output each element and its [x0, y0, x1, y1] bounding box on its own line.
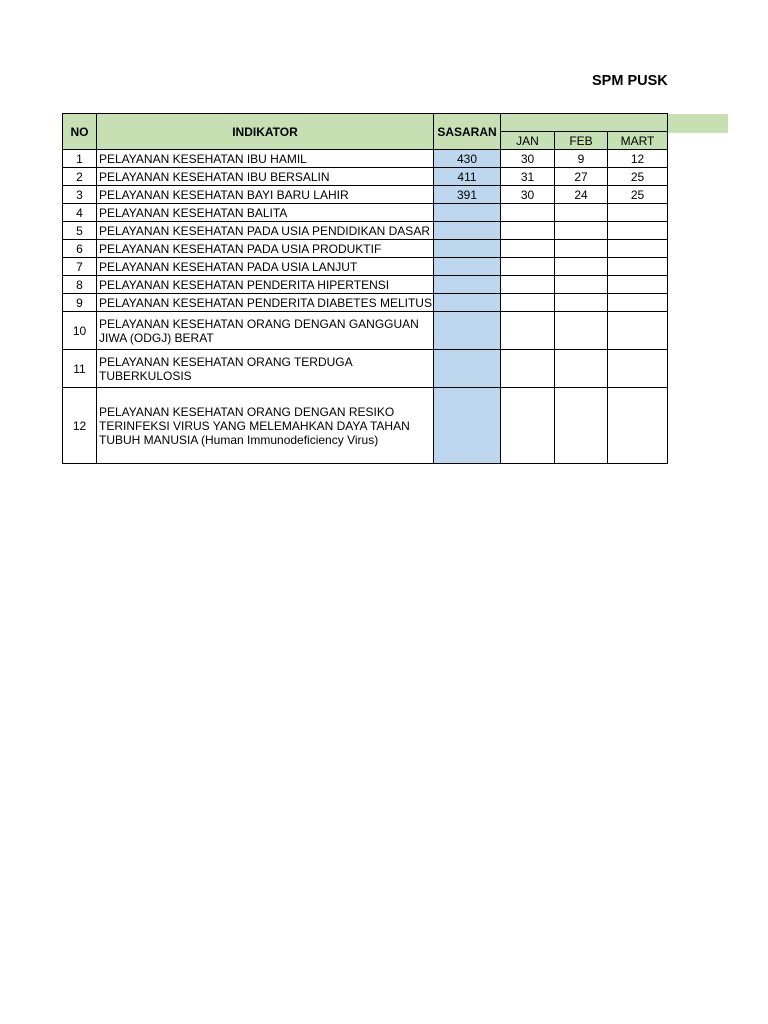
row-indikator: PELAYANAN KESEHATAN PADA USIA PENDIDIKAN DASAR	[97, 222, 434, 240]
row-indikator: PELAYANAN KESEHATAN PADA USIA LANJUT	[97, 258, 434, 276]
row-mart	[608, 222, 668, 240]
row-feb	[555, 204, 608, 222]
header-sasaran: SASARAN	[434, 114, 501, 150]
row-no: 2	[63, 168, 97, 186]
table-row	[63, 240, 668, 258]
table-row	[63, 222, 668, 240]
row-sasaran	[434, 312, 501, 350]
row-no: 12	[63, 388, 97, 464]
row-mart	[608, 240, 668, 258]
row-mart	[608, 388, 668, 464]
row-sasaran	[434, 350, 501, 388]
row-jan	[501, 388, 555, 464]
header-indikator: INDIKATOR	[97, 114, 434, 150]
row-mart: 12	[608, 150, 668, 168]
row-jan	[501, 312, 555, 350]
row-jan	[501, 240, 555, 258]
table-row	[63, 388, 668, 464]
table-row	[63, 312, 668, 350]
table-row	[63, 276, 668, 294]
row-sasaran: 411	[434, 168, 501, 186]
row-feb: 24	[555, 186, 608, 204]
row-no: 4	[63, 204, 97, 222]
row-sasaran	[434, 222, 501, 240]
row-feb: 27	[555, 168, 608, 186]
row-jan	[501, 276, 555, 294]
row-mart: 25	[608, 168, 668, 186]
table-row	[63, 350, 668, 388]
row-no: 7	[63, 258, 97, 276]
row-jan: 30	[501, 186, 555, 204]
row-mart: 25	[608, 186, 668, 204]
row-mart	[608, 276, 668, 294]
row-no: 5	[63, 222, 97, 240]
header-jan: JAN	[501, 132, 555, 150]
table-row	[63, 186, 668, 204]
row-indikator: PELAYANAN KESEHATAN ORANG DENGAN GANGGUAN JIWA (ODGJ) BERAT	[97, 312, 434, 350]
row-no: 10	[63, 312, 97, 350]
row-sasaran	[434, 294, 501, 312]
row-feb	[555, 312, 608, 350]
row-mart	[608, 204, 668, 222]
row-jan	[501, 204, 555, 222]
header-fill-strip	[667, 114, 728, 133]
row-indikator: PELAYANAN KESEHATAN ORANG DENGAN RESIKO TERINFEKSI VIRUS YANG MELEMAHKAN DAYA TAHAN TUBUH MANUSIA (Human Immunodeficiency Virus)	[97, 388, 434, 464]
row-mart	[608, 312, 668, 350]
row-jan: 30	[501, 150, 555, 168]
spm-table	[62, 113, 668, 464]
row-jan	[501, 294, 555, 312]
row-indikator: PELAYANAN KESEHATAN PENDERITA DIABETES MELITUS	[97, 294, 434, 312]
row-indikator: PELAYANAN KESEHATAN ORANG TERDUGA TUBERKULOSIS	[97, 350, 434, 388]
table-row	[63, 150, 668, 168]
row-feb: 9	[555, 150, 608, 168]
row-no: 8	[63, 276, 97, 294]
row-sasaran	[434, 240, 501, 258]
row-indikator: PELAYANAN KESEHATAN IBU BERSALIN	[97, 168, 434, 186]
row-jan	[501, 350, 555, 388]
row-feb	[555, 240, 608, 258]
row-sasaran	[434, 204, 501, 222]
row-no: 3	[63, 186, 97, 204]
row-sasaran: 391	[434, 186, 501, 204]
header-feb: FEB	[555, 132, 608, 150]
row-mart	[608, 258, 668, 276]
row-mart	[608, 294, 668, 312]
table-row	[63, 168, 668, 186]
header-no: NO	[63, 114, 97, 150]
row-no: 9	[63, 294, 97, 312]
sheet-title: SPM PUSK	[592, 73, 668, 89]
row-no: 11	[63, 350, 97, 388]
row-jan	[501, 258, 555, 276]
row-feb	[555, 258, 608, 276]
row-feb	[555, 294, 608, 312]
row-no: 6	[63, 240, 97, 258]
table-row	[63, 258, 668, 276]
row-indikator: PELAYANAN KESEHATAN BALITA	[97, 204, 434, 222]
row-mart	[608, 350, 668, 388]
header-mart: MART	[608, 132, 668, 150]
row-sasaran	[434, 276, 501, 294]
row-indikator: PELAYANAN KESEHATAN BAYI BARU LAHIR	[97, 186, 434, 204]
row-feb	[555, 388, 608, 464]
header-month-group	[501, 114, 668, 132]
row-sasaran: 430	[434, 150, 501, 168]
row-indikator: PELAYANAN KESEHATAN PADA USIA PRODUKTIF	[97, 240, 434, 258]
row-feb	[555, 222, 608, 240]
row-jan	[501, 222, 555, 240]
row-sasaran	[434, 258, 501, 276]
row-feb	[555, 350, 608, 388]
row-no: 1	[63, 150, 97, 168]
table-row	[63, 204, 668, 222]
row-jan: 31	[501, 168, 555, 186]
row-feb	[555, 276, 608, 294]
row-indikator: PELAYANAN KESEHATAN IBU HAMIL	[97, 150, 434, 168]
row-sasaran	[434, 388, 501, 464]
table-row	[63, 294, 668, 312]
row-indikator: PELAYANAN KESEHATAN PENDERITA HIPERTENSI	[97, 276, 434, 294]
